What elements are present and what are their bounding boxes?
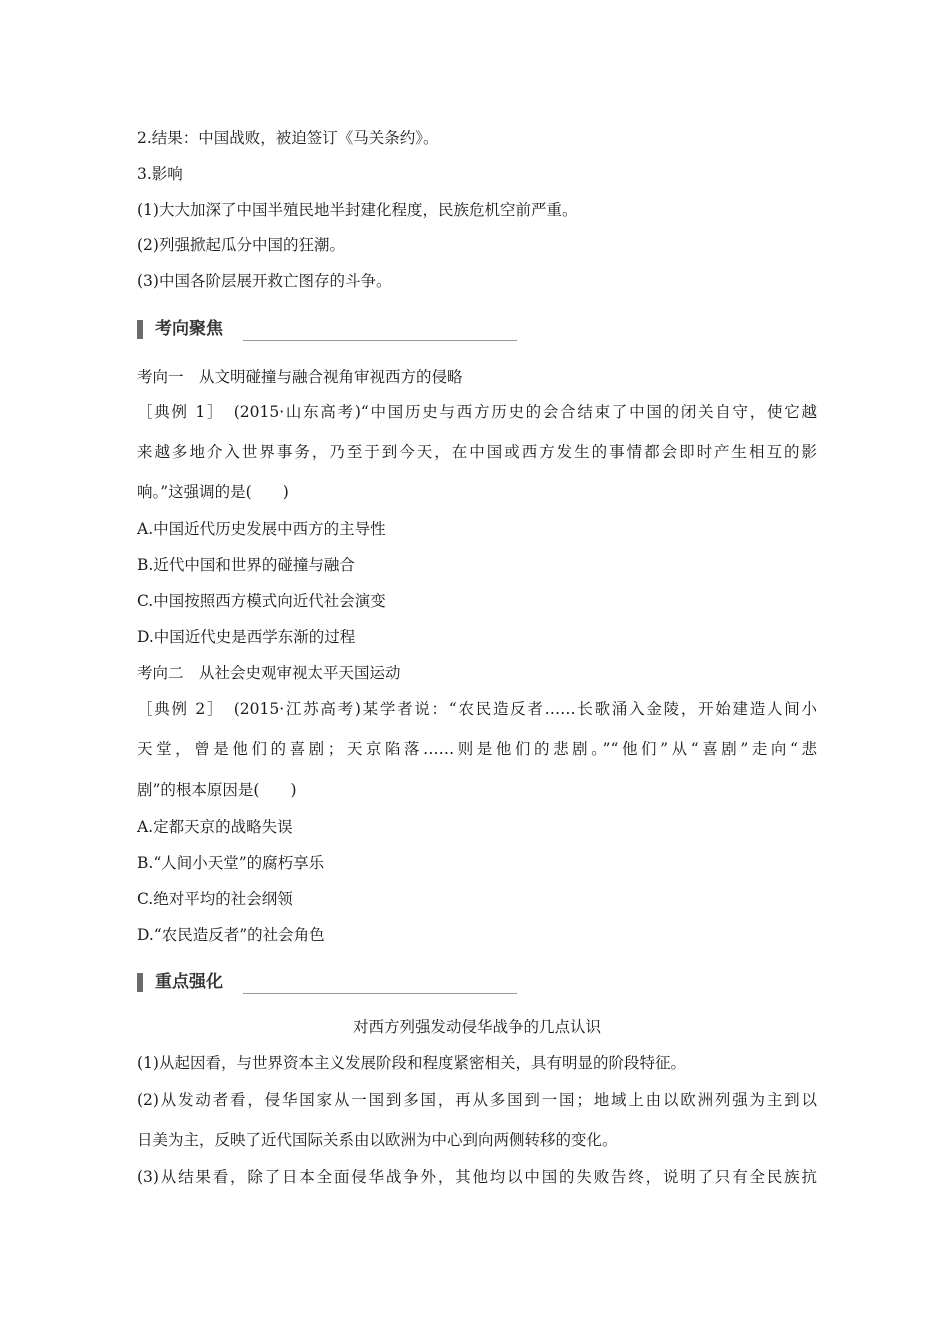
section-rule (243, 993, 517, 994)
example-1-line-1: ［典例 1］ (2015·山东高考)“中国历史与西方历史的会合结束了中国的闭关自守，使它越 (137, 403, 817, 421)
section-heading-kaoxiang (137, 317, 517, 343)
key-point-1: (1)从起因看，与世界资本主义发展阶段和程度紧密相关，具有明显的阶段特征。 (137, 1054, 686, 1072)
section-title: 重点强化 (155, 972, 223, 992)
option-2-c: C.绝对平均的社会纲领 (137, 890, 293, 908)
option-1-a: A.中国近代历史发展中西方的主导性 (137, 520, 386, 538)
option-2-d: D.“农民造反者”的社会角色 (137, 926, 325, 944)
impact-item-3: (3)中国各阶层展开救亡图存的斗争。 (137, 272, 392, 290)
option-1-c: C.中国按照西方模式向近代社会演变 (137, 592, 386, 610)
topic-2: 考向二 从社会史观审视太平天国运动 (137, 664, 401, 682)
result-line: 2.结果：中国战败，被迫签订《马关条约》。 (137, 129, 439, 147)
impact-item-2: (2)列强掀起瓜分中国的狂潮。 (137, 236, 345, 254)
example-2-line-1: ［典例 2］ (2015·江苏高考)某学者说：“农民造反者……长歌涌入金陵，开始建造人间小 (137, 700, 817, 718)
key-point-3-line-1: (3)从结果看，除了日本全面侵华战争外，其他均以中国的失败告终，说明了只有全民族抗 (137, 1168, 817, 1186)
section-heading-zhongdian (137, 970, 517, 996)
section-rule (243, 340, 517, 341)
section-bar-icon (137, 320, 143, 339)
option-2-b: B.“人间小天堂”的腐朽享乐 (137, 854, 325, 872)
key-point-2-line-1: (2)从发动者看，侵华国家从一国到多国，再从多国到一国；地域上由以欧洲列强为主到以 (137, 1091, 817, 1109)
impact-heading: 3.影响 (137, 165, 183, 183)
topic-1: 考向一 从文明碰撞与融合视角审视西方的侵略 (137, 368, 463, 386)
key-points-title: 对西方列强发动侵华战争的几点认识 (352, 1018, 601, 1036)
impact-item-1: (1)大大加深了中国半殖民地半封建化程度，民族危机空前严重。 (137, 201, 578, 219)
option-2-a: A.定都天京的战略失误 (137, 818, 293, 836)
section-bar-icon (137, 973, 143, 992)
example-2-line-3: 剧”的根本原因是( ) (137, 781, 297, 799)
section-title: 考向聚焦 (155, 319, 223, 339)
option-1-b: B.近代中国和世界的碰撞与融合 (137, 556, 355, 574)
example-1-line-3: 响。”这强调的是( ) (137, 483, 289, 501)
option-1-d: D.中国近代史是西学东渐的过程 (137, 628, 356, 646)
key-point-2-line-2: 日美为主，反映了近代国际关系由以欧洲为中心到向两侧转移的变化。 (137, 1131, 618, 1149)
example-1-line-2: 来越多地介入世界事务，乃至于到今天，在中国或西方发生的事情都会即时产生相互的影 (137, 443, 817, 461)
example-2-line-2: 天堂，曾是他们的喜剧；天京陷落……则是他们的悲剧。”“他们”从“喜剧”走向“悲 (137, 740, 817, 758)
